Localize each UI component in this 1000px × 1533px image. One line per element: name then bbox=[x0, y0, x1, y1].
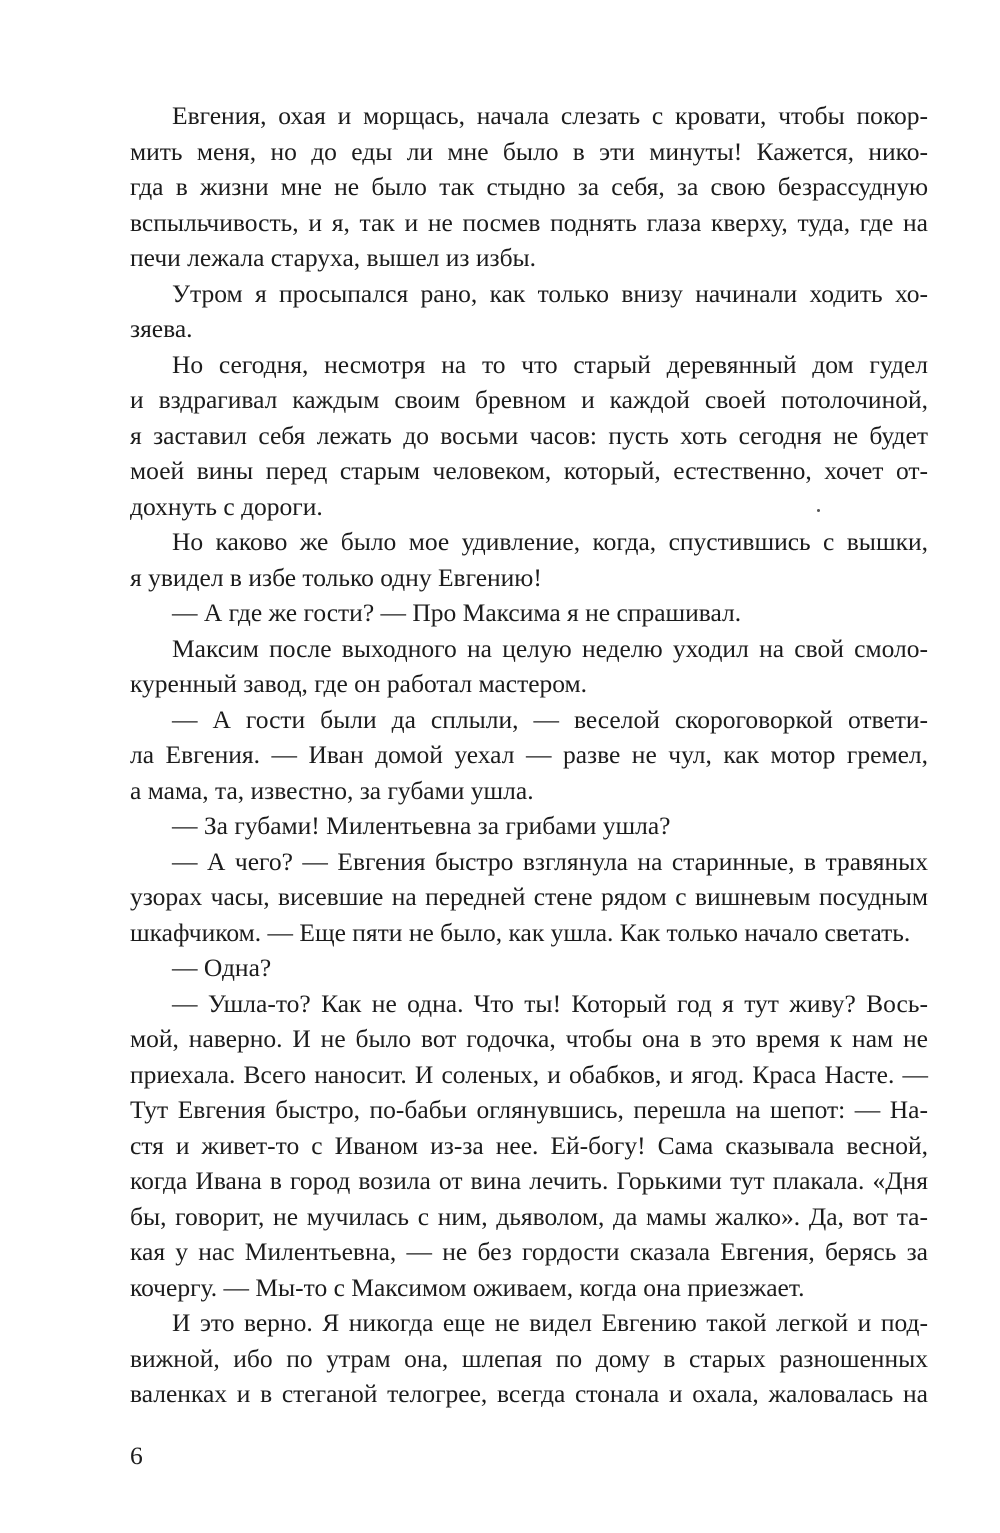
text-line: — За губами! Милентьевна за грибами ушла? bbox=[172, 811, 671, 840]
paragraph bbox=[130, 1305, 928, 1412]
paragraph bbox=[130, 98, 928, 276]
text-line: Утром я просыпался рано, как только внизу начинали ходить хо- bbox=[172, 278, 928, 308]
text-line: Евгения, охая и морщась, начала слезать с кровати, чтобы покор- bbox=[172, 101, 928, 130]
text-line: узорах часы, висевшие на передней стене рядом с вишневым посудным bbox=[130, 882, 928, 911]
text-line: кочергу. — Мы-то с Максимом оживаем, когда она приезжает. bbox=[130, 1272, 805, 1302]
text-line: кая у нас Милентьевна, — не без гордости сказала Евгения, берясь за bbox=[130, 1237, 928, 1266]
text-line: Но сегодня, несмотря на то что старый деревянный дом гудел bbox=[172, 349, 928, 379]
body-text bbox=[130, 98, 928, 1412]
text-line: печи лежала старуха, вышел из избы. bbox=[130, 243, 537, 272]
text-line: бы, говорит, не мучилась с ним, дьяволом, да мамы жалко». Да, вот та- bbox=[130, 1201, 928, 1231]
text-line: Но каково же было мое удивление, когда, спустившись с вышки, bbox=[172, 527, 928, 556]
paragraph bbox=[130, 595, 928, 631]
text-line: гда в жизни мне не было так стыдно за себя, за свою безрассудную bbox=[130, 172, 928, 201]
paragraph bbox=[130, 808, 928, 844]
paragraph bbox=[130, 986, 928, 1306]
paragraph bbox=[130, 631, 928, 702]
text-line: вижной, ибо по утрам она, шлепая по дому в старых разношенных bbox=[130, 1343, 928, 1373]
text-line: И это верно. Я никогда еще не видел Евгению такой легкой и под- bbox=[172, 1308, 928, 1337]
text-line: мой, наверно. И не было вот годочка, чтобы она в это время к нам не bbox=[130, 1024, 928, 1053]
text-line: когда Ивана в город возила от вина лечить. Горькими тут плакала. «Дня bbox=[130, 1166, 928, 1195]
print-speck bbox=[817, 509, 820, 512]
page-number: 6 bbox=[130, 1441, 143, 1470]
text-line: мить меня, но до еды ли мне было в эти минуты! Кажется, нико- bbox=[130, 136, 928, 166]
text-line: приехала. Всего наносит. И соленых, и обабков, и ягод. Краса Насте. — bbox=[130, 1059, 928, 1089]
text-line: а мама, та, известно, за губами ушла. bbox=[130, 775, 534, 805]
paragraph bbox=[130, 702, 928, 809]
text-line: шкафчиком. — Еще пяти не было, как ушла. Как только начало светать. bbox=[130, 917, 911, 947]
text-line: валенках и в стеганой телогрее, всегда стонала и охала, жаловалась на bbox=[130, 1379, 928, 1408]
text-line: — А гости были да сплыли, — веселой скороговоркой ответи- bbox=[172, 704, 928, 734]
text-line: дохнуть с дороги. bbox=[130, 491, 323, 521]
text-line: моей вины перед старым человеком, который, естественно, хочет от- bbox=[130, 456, 928, 485]
text-line: — А где же гости? — Про Максима я не спрашивал. bbox=[172, 598, 742, 627]
text-line: — А чего? — Евгения быстро взглянула на старинные, в травяных bbox=[172, 846, 928, 876]
text-line: куренный завод, где он работал мастером. bbox=[130, 669, 588, 698]
text-line: и вздрагивал каждым своим бревном и каждой своей потолочиной, bbox=[130, 385, 928, 414]
paragraph bbox=[130, 347, 928, 525]
paragraph bbox=[130, 276, 928, 347]
text-line: я заставил себя лежать до восьми часов: пусть хоть сегодня не будет bbox=[130, 420, 928, 450]
text-line: ла Евгения. — Иван домой уехал — разве не чул, как мотор гремел, bbox=[130, 740, 928, 769]
text-line: зяева. bbox=[130, 314, 193, 343]
text-line: Тут Евгения быстро, по-бабьи оглянувшись, перешла на шепот: — На- bbox=[130, 1095, 928, 1124]
text-line: я увидел в избе только одну Евгению! bbox=[130, 562, 542, 592]
text-line: стя и живет-то с Иваном из-за нее. Ей-богу! Сама сказывала весной, bbox=[130, 1130, 928, 1160]
text-line: вспыльчивость, и я, так и не посмев поднять глаза кверху, туда, где на bbox=[130, 207, 928, 237]
paragraph bbox=[130, 524, 928, 595]
text-line: — Ушла-то? Как не одна. Что ты! Который год я тут живу? Вось- bbox=[172, 988, 928, 1018]
text-line: Максим после выходного на целую неделю уходил на свой смоло- bbox=[172, 633, 928, 663]
paragraph bbox=[130, 844, 928, 951]
paragraph bbox=[130, 950, 928, 986]
text-line: — Одна? bbox=[172, 953, 272, 982]
